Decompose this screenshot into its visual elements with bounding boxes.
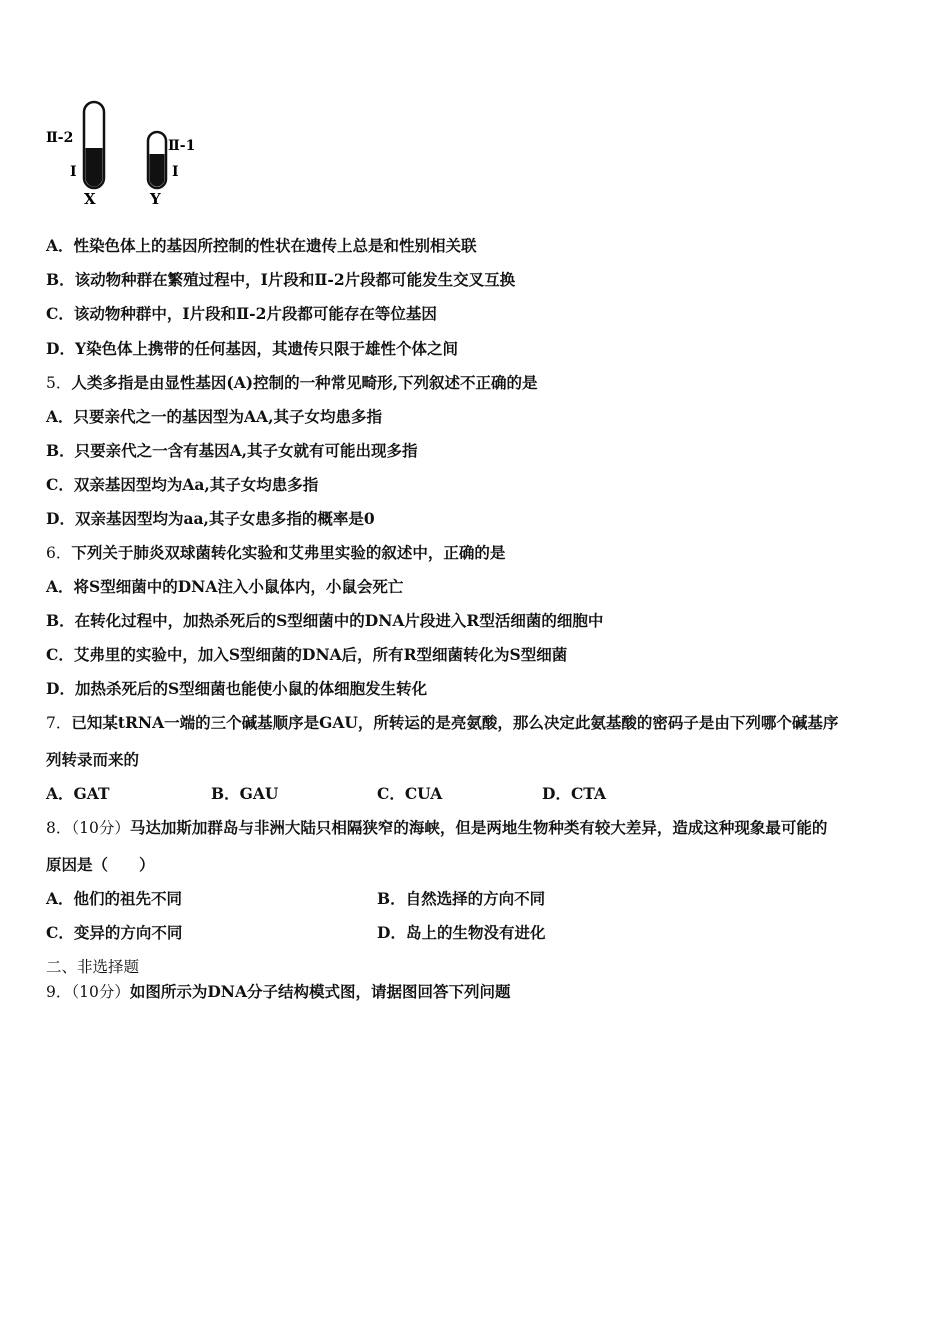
q8-stem-line1 (46, 818, 827, 838)
q6-option-a: A．将S型细菌中的DNA注入小鼠体内，小鼠会死亡 (46, 577, 404, 596)
q9-number: 9． (46, 983, 72, 1001)
q6-option-b: B．在转化过程中，加热杀死后的S型细菌中的DNA片段进入R型活细菌的细胞中 (46, 611, 604, 630)
y-label-segment-i: Ⅰ (172, 164, 179, 180)
q5-option-a: A．只要亲代之一的基因型为AA,其子女均患多指 (46, 407, 382, 426)
q9-score: （10分） (71, 983, 130, 1001)
q4-option-c: C．该动物种群中，Ⅰ片段和Ⅱ-2片段都可能存在等位基因 (46, 304, 437, 323)
q5-number: 5． (46, 374, 72, 392)
q7-option-b: B．GAU (211, 784, 279, 803)
q5-stem (46, 373, 537, 393)
q7-stem-line2: 列转录而来的 (46, 750, 140, 769)
y-chromosome (148, 132, 166, 188)
q7-option-c: C．CUA (377, 784, 443, 803)
y-chromosome-name: Y (150, 190, 161, 208)
section-title: 二、非选择题 (46, 958, 140, 976)
q9-stem (46, 982, 511, 1002)
q6-option-c: C．艾弗里的实验中，加入S型细菌的DNA后，所有R型细菌转化为S型细菌 (46, 645, 568, 664)
q8-stem-line2: 原因是（ ） (46, 855, 155, 874)
q7-text: 已知某tRNA一端的三个碱基顺序是GAU，所转运的是亮氨酸，那么决定此氨基酸的密码子是由下列哪个碱基序 (71, 713, 839, 732)
y-label-segment-ii-1: Ⅱ-1 (168, 138, 196, 154)
x-label-segment-i: Ⅰ (70, 164, 77, 180)
q8-option-b: B．自然选择的方向不同 (377, 889, 546, 908)
q7-option-a: A．GAT (46, 784, 110, 803)
x-chromosome (84, 102, 104, 188)
q6-stem (46, 543, 505, 563)
x-label-segment-ii-2: Ⅱ-2 (46, 130, 74, 146)
q7-option-d: D．CTA (542, 784, 606, 803)
q8-number: 8． (46, 819, 72, 837)
q5-text: 人类多指是由显性基因(A)控制的一种常见畸形,下列叙述不正确的是 (71, 373, 538, 392)
q5-option-d: D．双亲基因型均为aa,其子女患多指的概率是0 (46, 509, 375, 528)
q5-option-b: B．只要亲代之一含有基因A,其子女就有可能出现多指 (46, 441, 418, 460)
q4-option-b: B．该动物种群在繁殖过程中，Ⅰ片段和Ⅱ-2片段都可能发生交叉互换 (46, 270, 516, 289)
q8-option-d: D．岛上的生物没有进化 (377, 923, 546, 942)
q7-number: 7． (46, 714, 72, 732)
q6-option-d: D．加热杀死后的S型细菌也能使小鼠的体细胞发生转化 (46, 679, 428, 698)
q4-option-d: D．Y染色体上携带的任何基因，其遗传只限于雄性个体之间 (46, 339, 459, 358)
q7-stem-line1 (46, 713, 838, 733)
q8-option-c: C．变异的方向不同 (46, 923, 183, 942)
q9-text: 如图所示为DNA分子结构模式图，请据图回答下列问题 (129, 982, 511, 1001)
q6-text: 下列关于肺炎双球菌转化实验和艾弗里实验的叙述中，正确的是 (71, 543, 506, 562)
q8-option-a: A．他们的祖先不同 (46, 889, 183, 908)
q6-number: 6． (46, 544, 72, 562)
x-chromosome-name: X (84, 190, 96, 208)
q8-score: （10分） (71, 819, 130, 837)
sex-chromosome-figure (44, 96, 214, 208)
q8-text: 马达加斯加群岛与非洲大陆只相隔狭窄的海峡，但是两地生物种类有较大差异，造成这种现象最可能的 (129, 818, 828, 837)
q4-option-a: A．性染色体上的基因所控制的性状在遗传上总是和性别相关联 (46, 236, 477, 255)
q5-option-c: C．双亲基因型均为Aa,其子女均患多指 (46, 475, 319, 494)
